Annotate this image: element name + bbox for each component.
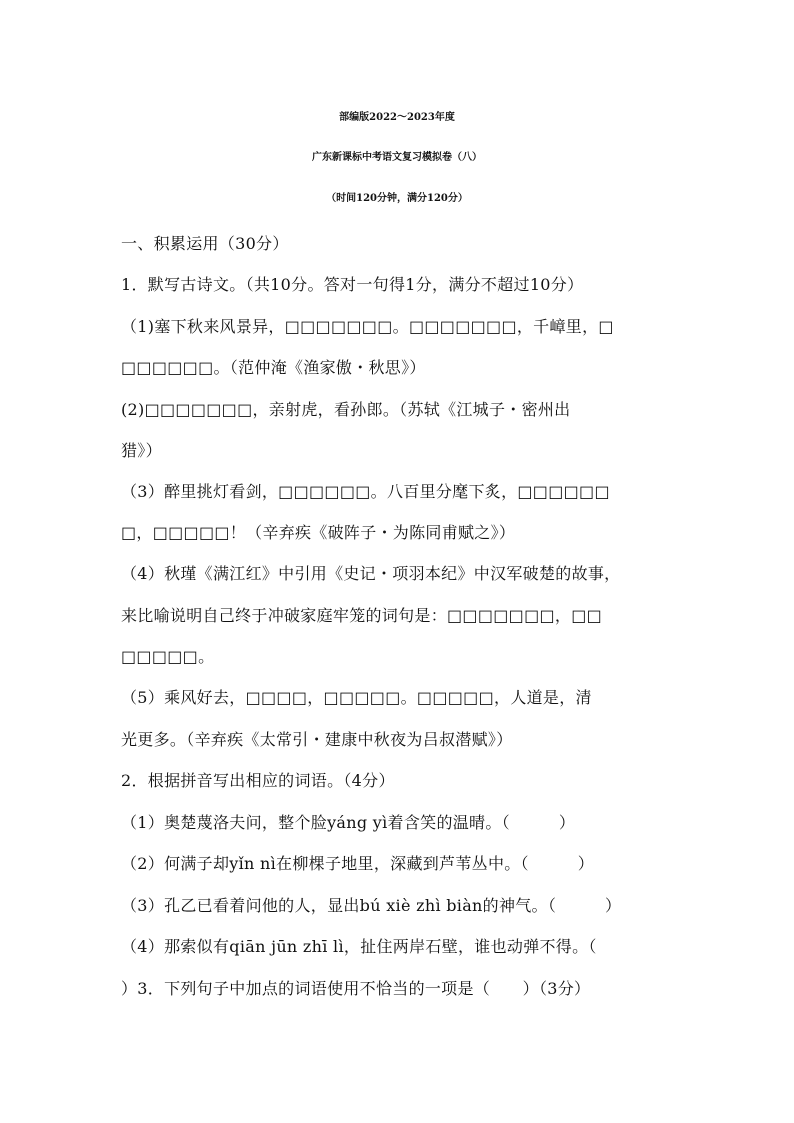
question-2-item-2: （2）何满子却yǐn nì在柳棵子地里，深藏到芦苇丛中。（ ） bbox=[121, 854, 595, 873]
question-1-item-5-line-2: 光更多。（辛弃疾《太常引・建康中秋夜为吕叔潜赋》） bbox=[121, 730, 513, 749]
question-1-item-4-line-1: （4）秋瑾《满江红》中引用《史记・项羽本纪》中汉军破楚的故事， bbox=[121, 564, 621, 583]
question-2-item-4: （4）那索似有qiān jūn zhī lì，扯住两岸石壁，谁也动弹不得。（ bbox=[121, 937, 597, 956]
question-1-item-1-line-1: （1)塞下秋来风景异，□□□□□□□。□□□□□□□，千嶂里，□ bbox=[121, 317, 614, 336]
question-1-item-2-line-2: 猎》） bbox=[121, 441, 162, 460]
question-1-item-4-line-3: □□□□□。 bbox=[121, 647, 215, 666]
question-3-heading: ）3．下列句子中加点的词语使用不恰当的一项是（ ）（3分） bbox=[121, 979, 591, 998]
question-1-heading: 1．默写古诗文。（共10分。答对一句得1分，满分不超过10分） bbox=[121, 275, 584, 294]
question-1-item-2-line-1: (2)□□□□□□□，亲射虎，看孙郎。（苏轼《江城子・密州出 bbox=[121, 400, 571, 419]
question-1-item-4-line-2: 来比喻说明自己终于冲破家庭牢笼的词句是：□□□□□□□，□□ bbox=[121, 606, 603, 625]
question-2-item-3: （3）孔乙已看着问他的人，显出bú xiè zhì biàn的神气。（ ） bbox=[121, 896, 622, 915]
exam-main-title: 广东新课标中考语文复习模拟卷（八） bbox=[312, 152, 482, 163]
question-1-item-3-line-2: □，□□□□□！（辛弃疾《破阵子・为陈同甫赋之》） bbox=[121, 523, 516, 542]
exam-time-score-note: （时间120分钟，满分120分） bbox=[326, 193, 468, 204]
section-heading: 一、积累运用（30分） bbox=[121, 234, 289, 253]
question-1-item-1-line-2: □□□□□□。（范仲淹《渔家傲・秋思》） bbox=[121, 358, 426, 377]
question-1-item-5-line-1: （5）乘风好去，□□□□，□□□□□。□□□□□，人道是，清 bbox=[121, 688, 592, 707]
question-2-item-1: （1）奥楚蔑洛夫问，整个脸yáng yì着含笑的温晴。（ ） bbox=[121, 813, 576, 832]
exam-edition-title: 部编版2022～2023年度 bbox=[339, 112, 455, 123]
question-2-heading: 2．根据拼音写出相应的词语。（4分） bbox=[121, 771, 395, 790]
question-1-item-3-line-1: （3）醉里挑灯看剑，□□□□□□。八百里分麾下炙，□□□□□□ bbox=[121, 482, 610, 501]
